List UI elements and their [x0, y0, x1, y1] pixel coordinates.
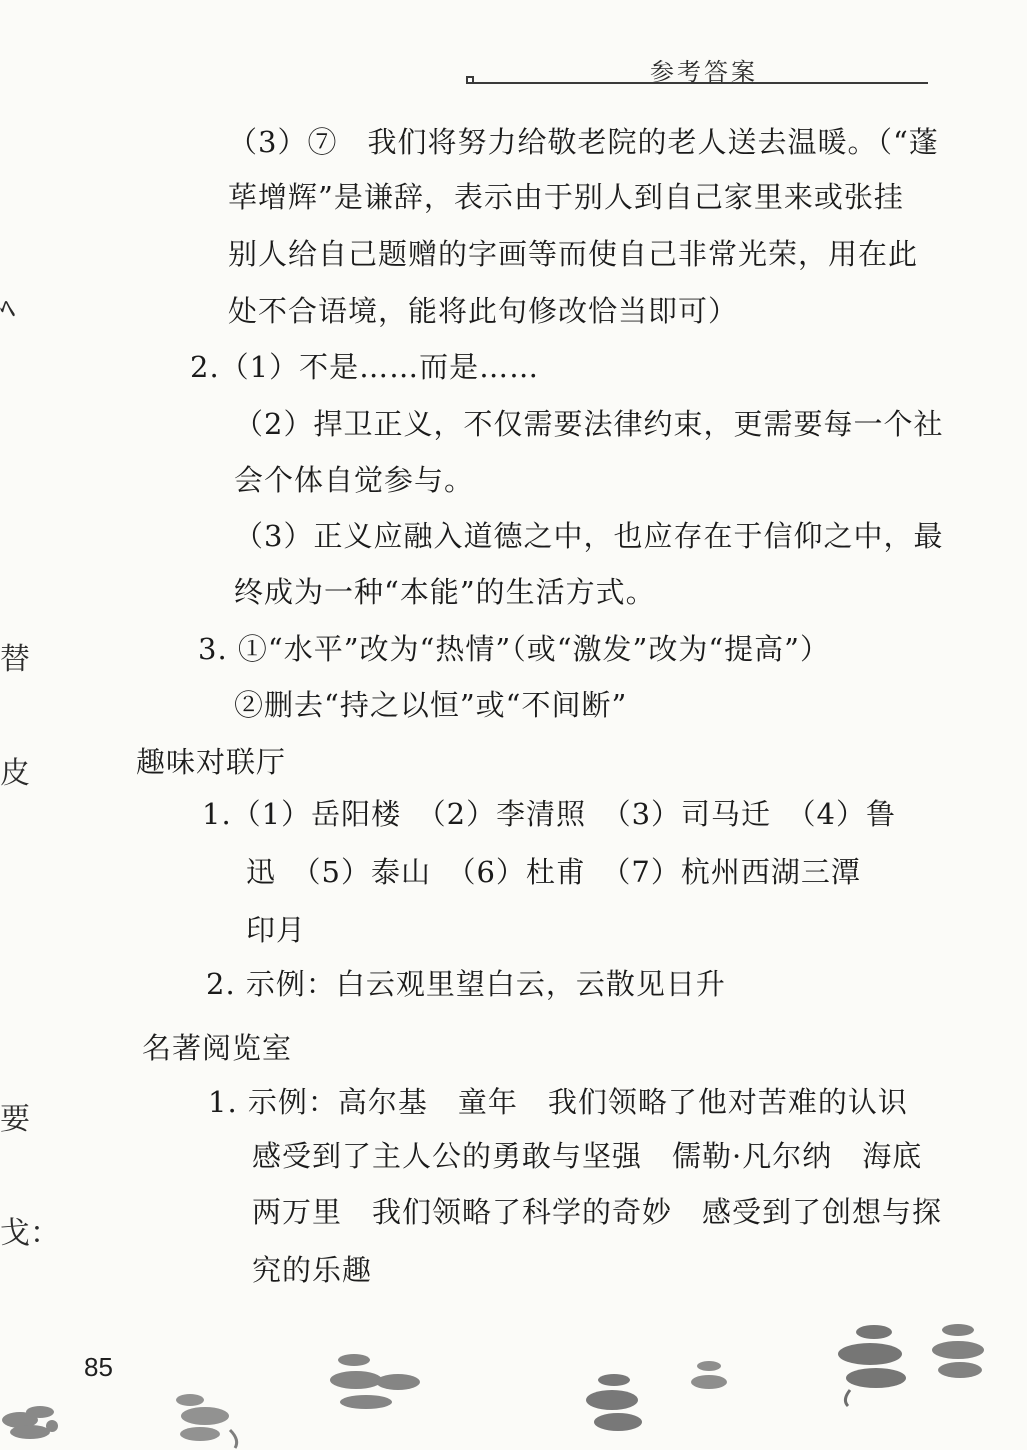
margin-fragment: 戈： — [0, 1216, 60, 1251]
answer-line: 1.（1）岳阳楼 （2）李清照 （3）司马迁 （4）鲁 — [202, 797, 896, 831]
answer-line: 究的乐趣 — [252, 1253, 373, 1287]
answer-line: 1. 示例：高尔基 童年 我们领略了他对苦难的认识 — [208, 1085, 908, 1119]
answer-line: 印月 — [246, 913, 307, 947]
margin-fragment: ﾍ — [0, 292, 15, 327]
answer-line: 2.（1）不是……而是…… — [190, 350, 540, 384]
answer-line: （3）⑦ 我们将努力给敬老院的老人送去温暖。（“蓬 — [228, 125, 939, 159]
flower-decoration-icon — [326, 1346, 426, 1418]
answer-line: （2）捍卫正义，不仅需要法律约束，更需要每一个社 — [234, 407, 944, 441]
answer-line: ②删去“持之以恒”或“不间断” — [234, 688, 628, 722]
answer-line: 别人给自己题赠的字画等而使自己非常光荣，用在此 — [228, 237, 919, 271]
section-heading: 名著阅览室 — [142, 1031, 293, 1065]
page-number: 85 — [84, 1352, 113, 1382]
answer-line: 处不合语境，能将此句修改恰当即可） — [228, 294, 739, 328]
answer-line: 2. 示例：白云观里望白云，云散见日升 — [206, 967, 726, 1001]
answer-line: 两万里 我们领略了科学的奇妙 感受到了创想与探 — [252, 1195, 943, 1229]
answer-line: 终成为一种“本能”的生活方式。 — [234, 575, 656, 609]
answer-line: 荜增辉”是谦辞，表示由于别人到自己家里来或张挂 — [228, 180, 904, 214]
margin-fragment: 皮 — [0, 756, 30, 791]
answer-line: 感受到了主人公的勇敢与坚强 儒勒·凡尔纳 海底 — [252, 1139, 923, 1173]
flower-decoration-icon — [580, 1364, 660, 1444]
header-title: 参考答案 — [650, 58, 758, 86]
answer-line: 3. ①“水平”改为“热情”（或“激发”改为“提高”） — [198, 632, 830, 666]
flower-decoration-icon — [0, 1380, 70, 1450]
flower-decoration-icon — [684, 1354, 734, 1394]
answer-line: 会个体自觉参与。 — [234, 463, 475, 497]
answer-line: 迅 （5）泰山 （6）杜甫 （7）杭州西湖三潭 — [246, 855, 861, 889]
flower-decoration-icon — [924, 1316, 994, 1386]
answer-line: （3）正义应融入道德之中，也应存在于信仰之中，最 — [234, 519, 944, 553]
section-heading: 趣味对联厅 — [136, 745, 287, 779]
flower-decoration-icon — [830, 1318, 920, 1408]
margin-fragment: 要 — [0, 1102, 30, 1137]
margin-fragment: 替 — [0, 642, 30, 677]
flower-decoration-icon — [160, 1380, 250, 1450]
